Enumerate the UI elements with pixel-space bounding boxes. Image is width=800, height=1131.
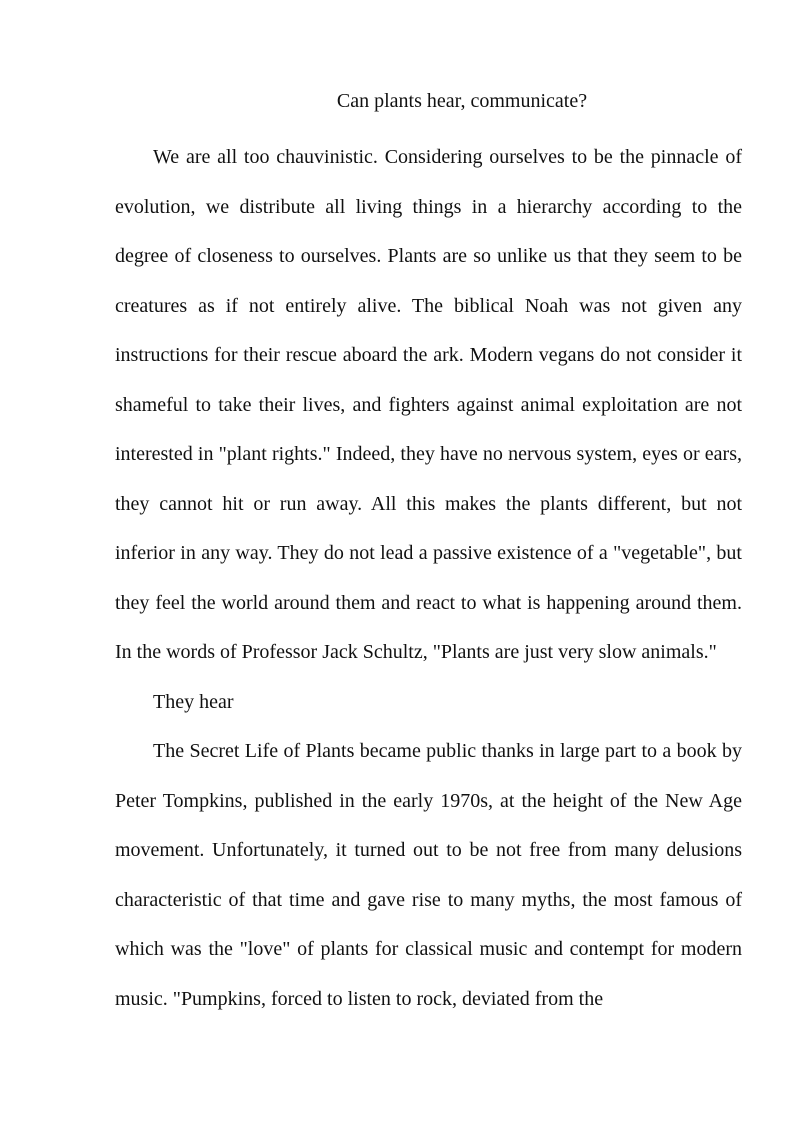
section-heading-they-hear: They hear: [153, 690, 234, 713]
paragraph-intro: We are all too chauvinistic. Considering ourselves to be the pinnacle of evolution, we distribute all living things in a hierarchy according to the degree of closeness to ourselves. Plants are so unlike us that they seem to be creatures as if not entirely alive. The biblical Noah was not given any instructions for their rescue aboard the ark. Modern vegans do not consider it shameful to take their lives, and fighters against animal exploitation are not interested in "plant rights." Indeed, they have no nervous system, eyes or ears, they cannot hit or run away. All this makes the plants different, but not inferior in any way. They do not lead a passive existence of a "vegetable", but they feel the world around them and react to what is happening around them. In the words of Professor Jack Schultz, "Plants are just very slow animals.": [115, 146, 742, 663]
paragraph-secret-life: The Secret Life of Plants became public thanks in large part to a book by Peter Tompkins, published in the early 1970s, at the height of the New Age movement. Unfortunately, it turned out to be not free from many delusions characteristic of that time and gave rise to many myths, the most famous of which was the "love" of plants for classical music and contempt for modern music. "Pumpkins, forced to listen to rock, deviated from the: [115, 740, 742, 1010]
document-title: Can plants hear, communicate?: [336, 90, 588, 112]
document-page: [115, 86, 742, 1024]
